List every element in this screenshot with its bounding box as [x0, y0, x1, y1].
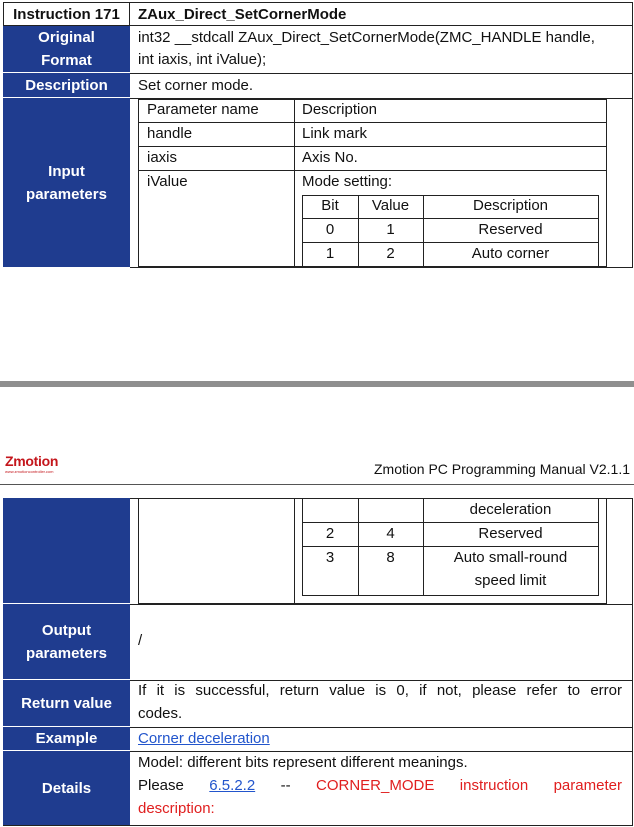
mode-header-value: Value: [371, 197, 410, 214]
example-label: Example: [3, 727, 130, 751]
instruction-name: ZAux_Direct_SetCornerMode: [138, 5, 347, 23]
param-name-handle: handle: [147, 125, 193, 142]
mode-row-3-bit: 3: [325, 549, 335, 566]
return-value-label: Return value: [3, 680, 130, 727]
param-name-ivalue: iValue: [147, 173, 188, 190]
instruction-label-cell: [3, 2, 130, 26]
mode-row-3-desc-line1: Auto small-round: [453, 549, 568, 566]
details-red-3: parameter: [553, 777, 622, 794]
details-red-1: CORNER_MODE: [316, 777, 435, 794]
output-parameters-label: Output parameters: [3, 604, 130, 680]
instruction-label: Instruction 171: [13, 5, 120, 23]
param-desc-iaxis: Axis No.: [302, 149, 358, 166]
mode-row-1-desc: Auto corner: [471, 245, 550, 262]
param-header-name: Parameter name: [147, 101, 259, 118]
example-link[interactable]: Corner deceleration: [138, 730, 270, 747]
details-label: Details: [3, 751, 130, 825]
original-format-line1: int32 __stdcall ZAux_Direct_SetCornerMode(ZMC_HANDLE handle,: [138, 29, 595, 46]
header-rule: [0, 484, 634, 485]
details-please: Please: [138, 777, 184, 794]
mode-header-bit: Bit: [321, 197, 339, 214]
input-parameters-label: Input parameters: [3, 98, 130, 267]
param-header-desc: Description: [302, 101, 378, 118]
mode-row-0-bit: 0: [325, 221, 335, 238]
mode-row-1-bit: 1: [325, 245, 335, 262]
manual-title: Zmotion PC Programming Manual V2.1.1: [374, 461, 630, 477]
param-desc-handle: Link mark: [302, 125, 368, 142]
details-dash: --: [280, 777, 291, 794]
output-value: /: [138, 632, 143, 649]
logo-text: Zmotion: [5, 453, 59, 469]
mode-row-0-desc: Reserved: [478, 221, 543, 238]
return-line2: codes.: [138, 705, 183, 722]
mode-row-3-desc-line2: speed limit: [474, 572, 547, 589]
param-name-iaxis: iaxis: [147, 149, 178, 166]
details-line1: Model: different bits represent different meanings.: [138, 754, 468, 771]
input-parameters-continued: [3, 498, 130, 604]
description-value: Set corner mode.: [138, 77, 254, 94]
instruction-name-cell: [130, 2, 633, 26]
logo-subtext: www.zmotioncontroller.com: [5, 469, 54, 474]
mode-row-3-value: 8: [386, 549, 395, 566]
mode-row-2-bit: 2: [325, 525, 335, 542]
zmotion-logo: [5, 453, 58, 474]
description-label: Description: [3, 73, 130, 98]
details-red-4: description:: [138, 800, 215, 817]
mode-header-desc: Description: [472, 197, 549, 214]
mode-row-0-value: 1: [386, 221, 395, 238]
details-red-2: instruction: [459, 777, 529, 794]
mode-row-2-value: 4: [386, 525, 395, 542]
original-format-line2: int iaxis, int iValue);: [138, 51, 267, 68]
details-ref-link[interactable]: 6.5.2.2: [209, 777, 256, 794]
mode-row-2-desc: Reserved: [478, 525, 543, 542]
mode-row-1-value: 2: [386, 245, 395, 262]
mode-desc-continue: deceleration: [469, 501, 552, 518]
page-separator: [0, 381, 634, 387]
param-desc-ivalue: Mode setting:: [302, 173, 393, 190]
return-line1: If it is successful, return value is 0, if not, please refer to error: [138, 682, 622, 699]
details-line2: [138, 775, 622, 797]
original-format-label: Original Format: [3, 26, 130, 73]
